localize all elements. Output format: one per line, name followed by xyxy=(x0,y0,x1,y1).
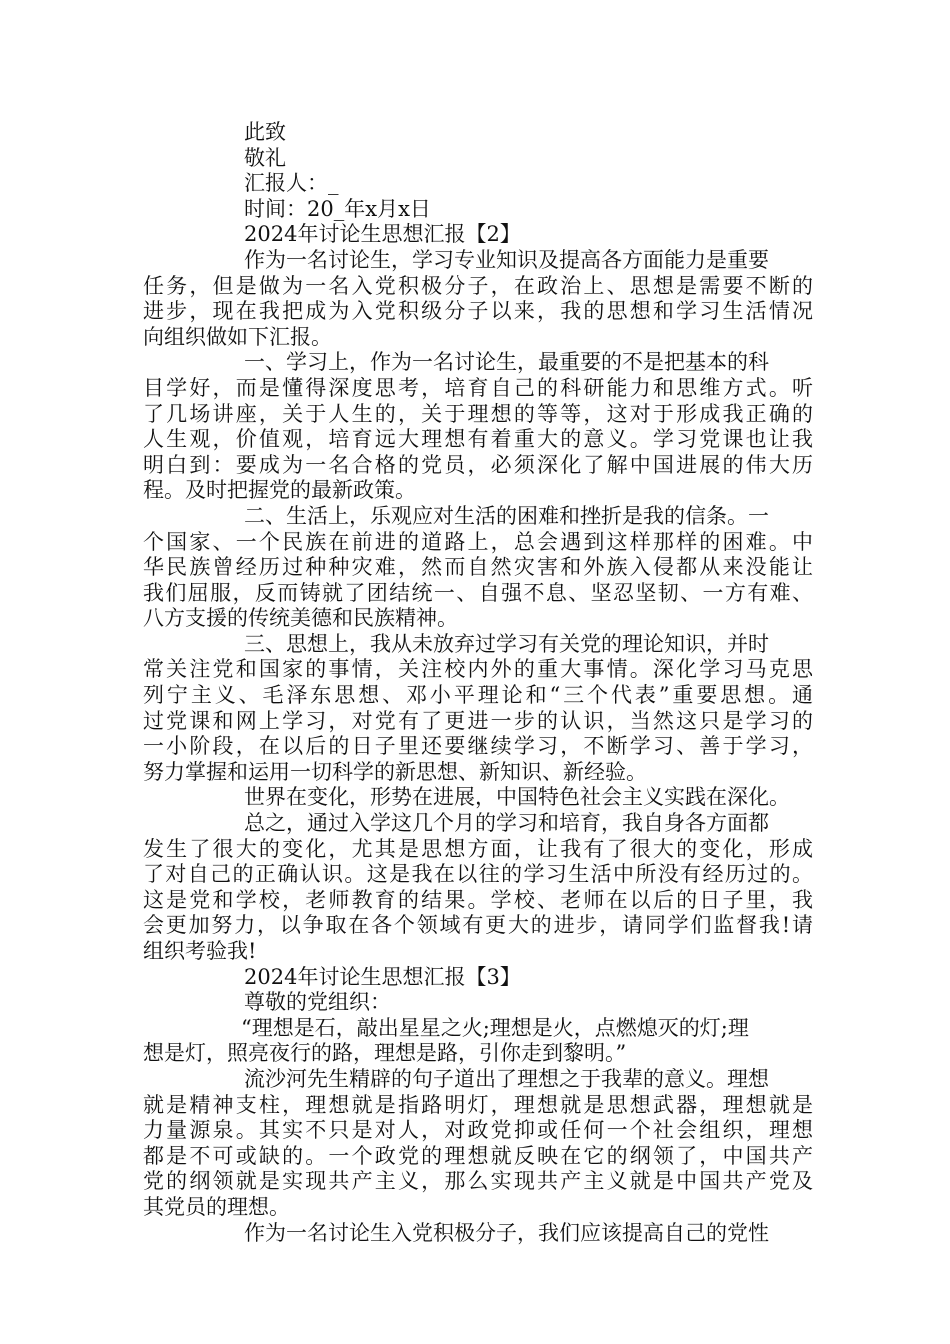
paragraph-line: 作为一名讨论生，学习专业知识及提高各方面能力是重要 xyxy=(244,247,769,272)
paragraph-line: 一、学习上，作为一名讨论生，最重要的不是把基本的科 xyxy=(244,350,769,375)
paragraph-line: 就是精神支柱，理想就是指路明灯，理想就是思想武器，理想就是 xyxy=(143,1092,813,1117)
paragraph-line: 努力掌握和运用一切科学的新思想、新知识、新经验。 xyxy=(143,759,647,784)
paragraph-line: 世界在变化，形势在进展，中国特色社会主义实践在深化。 xyxy=(244,785,790,810)
paragraph-line: 进步，现在我把成为入党积级分子以来，我的思想和学习生活情况 xyxy=(143,299,813,324)
closing-salutation: 此致 xyxy=(244,120,286,144)
paragraph-line: 发生了很大的变化，尤其是思想方面，让我有了很大的变化，形成 xyxy=(143,836,813,861)
paragraph-line: 党的纲领就是实现共产主义，那么实现共产主义就是中国共产党及 xyxy=(143,1169,813,1194)
paragraph-line: 向组织做如下汇报。 xyxy=(143,324,332,349)
paragraph-line: 流沙河先生精辟的句子道出了理想之于我辈的意义。理想 xyxy=(244,1066,769,1091)
quote-line: “理想是石，敲出星星之火;理想是火，点燃熄灭的灯;理 xyxy=(241,1015,749,1040)
paragraph-line: 过党课和网上学习，对党有了更进一步的认识，当然这只是学习的 xyxy=(143,708,813,733)
closing-regards: 敬礼 xyxy=(244,145,286,170)
document-page xyxy=(143,120,813,1246)
paragraph-line: 一小阶段，在以后的日子里还要继续学习，不断学习、善于学习， xyxy=(143,734,813,759)
section-2-title: 2024年讨论生思想汇报【2】 xyxy=(244,222,521,247)
paragraph-line: 目学好，而是懂得深度思考，培育自己的科研能力和思维方式。听 xyxy=(143,375,813,400)
paragraph-line: 列宁主义、毛泽东思想、邓小平理论和“三个代表”重要思想。通 xyxy=(143,683,813,708)
paragraph-line: 个国家、一个民族在前进的道路上，总会遇到这样那样的困难。中 xyxy=(143,529,813,554)
quote-line: 想是灯，照亮夜行的路，理想是路，引你走到黎明。” xyxy=(143,1041,627,1066)
paragraph-line: 八方支援的传统美德和民族精神。 xyxy=(143,606,458,631)
paragraph-line: 华民族曾经历过种种灾难，然而自然灾害和外族入侵都从来没能让 xyxy=(143,555,813,580)
closing-reporter: 汇报人：_ xyxy=(244,171,339,196)
paragraph-line: 作为一名讨论生入党积极分子，我们应该提高自己的党性 xyxy=(244,1220,769,1245)
paragraph-line: 明白到：要成为一名合格的党员，必须深化了解中国进展的伟大历 xyxy=(143,452,813,477)
paragraph-line: 二、生活上，乐观应对生活的困难和挫折是我的信条。一 xyxy=(244,503,769,528)
paragraph-line: 常关注党和国家的事情，关注校内外的重大事情。深化学习马克思 xyxy=(143,657,813,682)
paragraph-line: 程。及时把握党的最新政策。 xyxy=(143,478,416,503)
salutation-line: 尊敬的党组织： xyxy=(244,990,391,1015)
paragraph-line: 会更加努力，以争取在各个领域有更大的进步，请同学们监督我!请 xyxy=(143,913,813,938)
paragraph-line: 总之，通过入学这几个月的学习和培育，我自身各方面都 xyxy=(244,811,769,836)
section-3-title: 2024年讨论生思想汇报【3】 xyxy=(244,964,521,989)
paragraph-line: 人生观，价值观，培育远大理想有着重大的意义。学习党课也让我 xyxy=(143,427,813,452)
paragraph-line: 组织考验我! xyxy=(143,939,257,963)
paragraph-line: 其党员的理想。 xyxy=(143,1194,290,1219)
paragraph-line: 了几场讲座，关于人生的，关于理想的等等，这对于形成我正确的 xyxy=(143,401,813,426)
paragraph-line: 力量源泉。其实不只是对人，对政党抑或任何一个社会组织，理想 xyxy=(143,1118,813,1143)
paragraph-line: 了对自己的正确认识。这是我在以往的学习生活中所没有经历过的。 xyxy=(143,862,813,887)
paragraph-line: 都是不可或缺的。一个政党的理想就反映在它的纲领了，中国共产 xyxy=(143,1143,813,1168)
paragraph-line: 任务，但是做为一名入党积极分子，在政治上、思想是需要不断的 xyxy=(143,273,813,298)
closing-date: 时间：20_年x月x日 xyxy=(244,196,431,221)
paragraph-line: 我们屈服，反而铸就了团结统一、自强不息、坚忍坚韧、一方有难、 xyxy=(143,580,813,605)
paragraph-line: 三、思想上，我从未放弃过学习有关党的理论知识，并时 xyxy=(244,631,769,656)
paragraph-line: 这是党和学校，老师教育的结果。学校、老师在以后的日子里，我 xyxy=(143,887,813,912)
